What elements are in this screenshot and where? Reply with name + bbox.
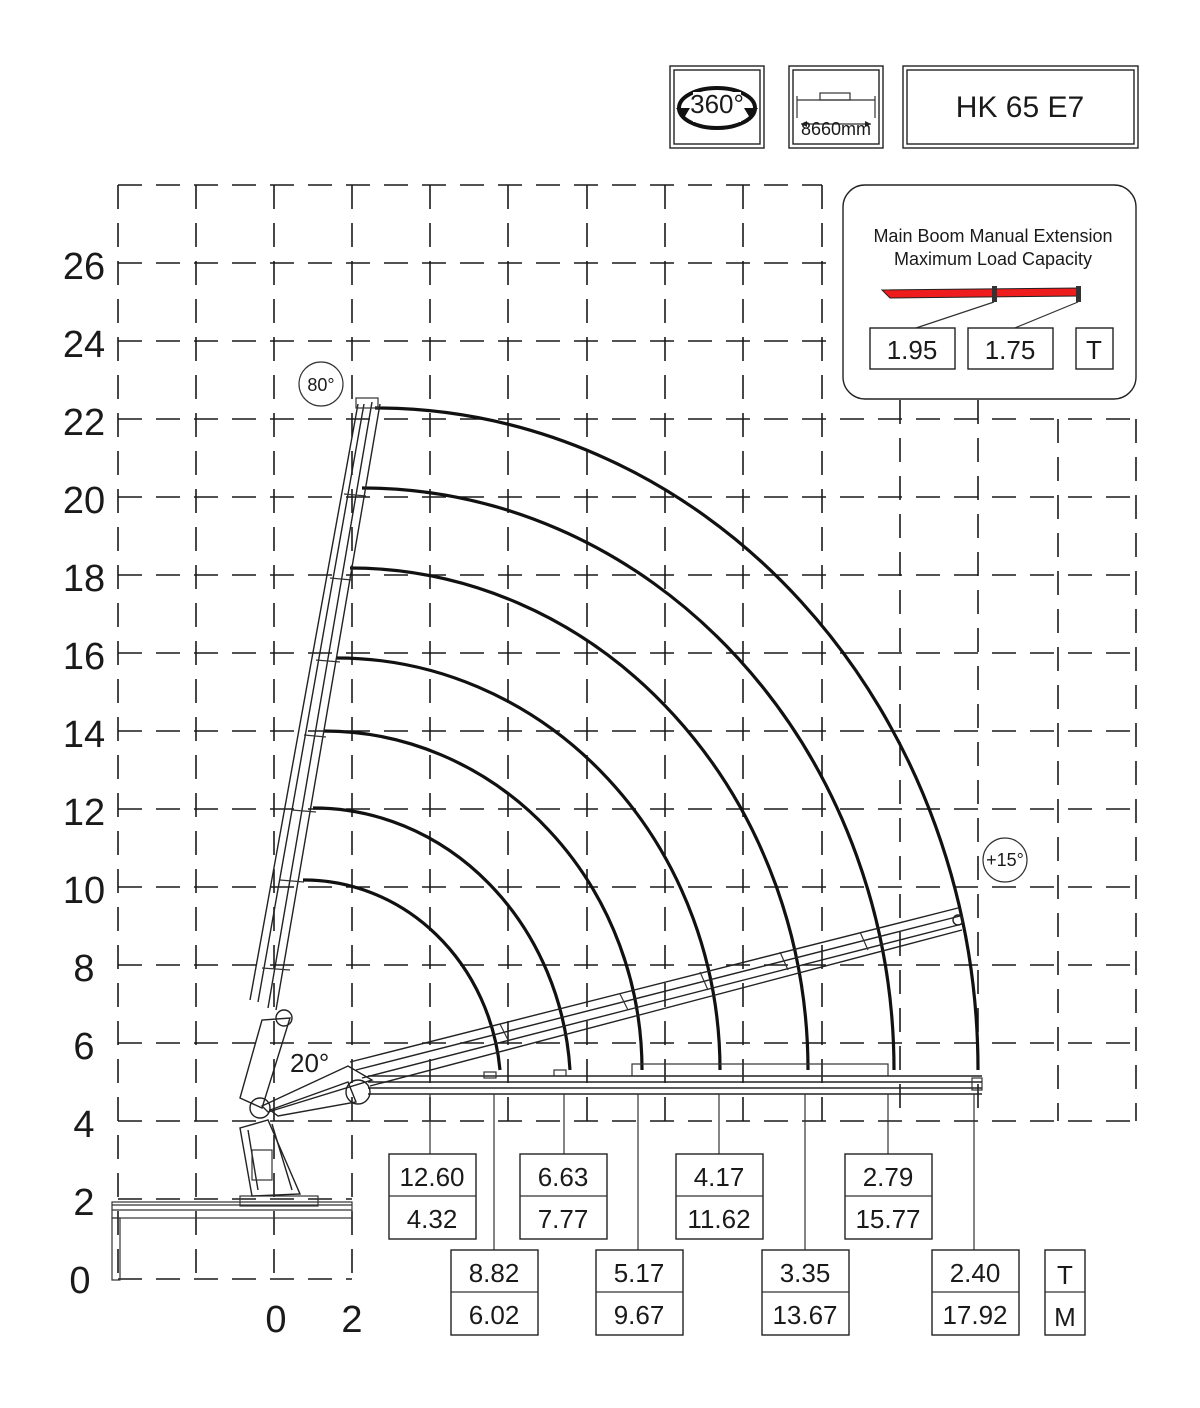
- angle-upper: [299, 362, 343, 406]
- capacity-cell: [845, 1154, 932, 1239]
- x-axis-labels: [265, 1299, 362, 1341]
- capacity-cell: [932, 1250, 1019, 1335]
- capacity-cell: [520, 1154, 607, 1239]
- y-axis-labels: [63, 246, 105, 1302]
- outrigger-box: [789, 66, 883, 148]
- capacity-load: 12.60: [399, 1162, 465, 1192]
- angle-upper-label: 80°: [307, 375, 335, 395]
- unit-load: T: [1057, 1260, 1073, 1290]
- y-tick: 26: [62, 246, 106, 288]
- angle-extension: [983, 838, 1027, 882]
- boom-raised: [240, 398, 380, 1108]
- crane-column: [240, 1098, 300, 1196]
- extension-title-line1: Main Boom Manual Extension: [873, 226, 1113, 246]
- capacity-cell: [676, 1154, 763, 1239]
- capacity-load: 2.40: [949, 1258, 1001, 1288]
- x-tick: 2: [341, 1299, 363, 1341]
- crane-base: [112, 1196, 352, 1280]
- extension-load-2: 1.75: [984, 335, 1036, 365]
- x-tick: 0: [265, 1299, 287, 1341]
- rotation-box: [670, 66, 764, 148]
- capacity-units: [1045, 1250, 1085, 1335]
- capacity-reach: 9.67: [613, 1300, 665, 1330]
- capacity-load: 2.79: [862, 1162, 914, 1192]
- y-tick: 10: [62, 870, 106, 912]
- capacity-reach: 6.02: [468, 1300, 520, 1330]
- capacity-load: 8.82: [468, 1258, 520, 1288]
- capacity-cell: [389, 1154, 476, 1239]
- capacity-reach: 17.92: [942, 1300, 1008, 1330]
- outrigger-label: 8660mm: [800, 119, 872, 139]
- capacity-load: 3.35: [779, 1258, 831, 1288]
- capacity-reach: 11.62: [687, 1204, 751, 1234]
- model-box: [903, 66, 1138, 148]
- y-tick: 20: [62, 480, 106, 522]
- extension-load-1: 1.95: [886, 335, 938, 365]
- reach-arc: [350, 568, 808, 1070]
- model-name: HK 65 E7: [955, 91, 1085, 124]
- extension-title-line2: Maximum Load Capacity: [893, 249, 1093, 269]
- y-tick: 14: [62, 714, 106, 756]
- capacity-cell: [451, 1250, 538, 1335]
- capacity-reach: 15.77: [855, 1204, 921, 1234]
- capacity-load: 5.17: [613, 1258, 665, 1288]
- extension-panel: [843, 185, 1136, 399]
- y-tick: 18: [62, 558, 106, 600]
- capacity-reach: 4.32: [406, 1204, 458, 1234]
- capacity-reach: 13.67: [772, 1300, 838, 1330]
- reach-arcs: [303, 408, 978, 1070]
- y-tick: 6: [73, 1026, 95, 1068]
- y-tick: 8: [73, 948, 95, 990]
- angle-extension-label: +15°: [986, 850, 1024, 870]
- reach-arc: [324, 731, 642, 1070]
- y-tick: 16: [62, 636, 106, 678]
- angle-lower-label: 20°: [290, 1048, 330, 1078]
- capacity-cell: [596, 1250, 683, 1335]
- unit-reach: M: [1054, 1302, 1076, 1332]
- y-tick: 12: [62, 792, 106, 834]
- capacity-cell: [762, 1250, 849, 1335]
- extension-unit: T: [1086, 335, 1102, 365]
- y-tick: 2: [73, 1182, 95, 1224]
- extension-bar: [882, 288, 1080, 298]
- y-tick: 24: [62, 324, 106, 366]
- y-tick: 4: [73, 1104, 95, 1146]
- capacity-reach: 7.77: [537, 1204, 589, 1234]
- y-tick: 22: [62, 402, 106, 444]
- boom-horizontal: [270, 1064, 982, 1116]
- capacity-load: 6.63: [537, 1162, 589, 1192]
- rotation-label: 360°: [690, 89, 744, 119]
- capacity-load: 4.17: [693, 1162, 745, 1192]
- y-tick: 0: [69, 1260, 91, 1302]
